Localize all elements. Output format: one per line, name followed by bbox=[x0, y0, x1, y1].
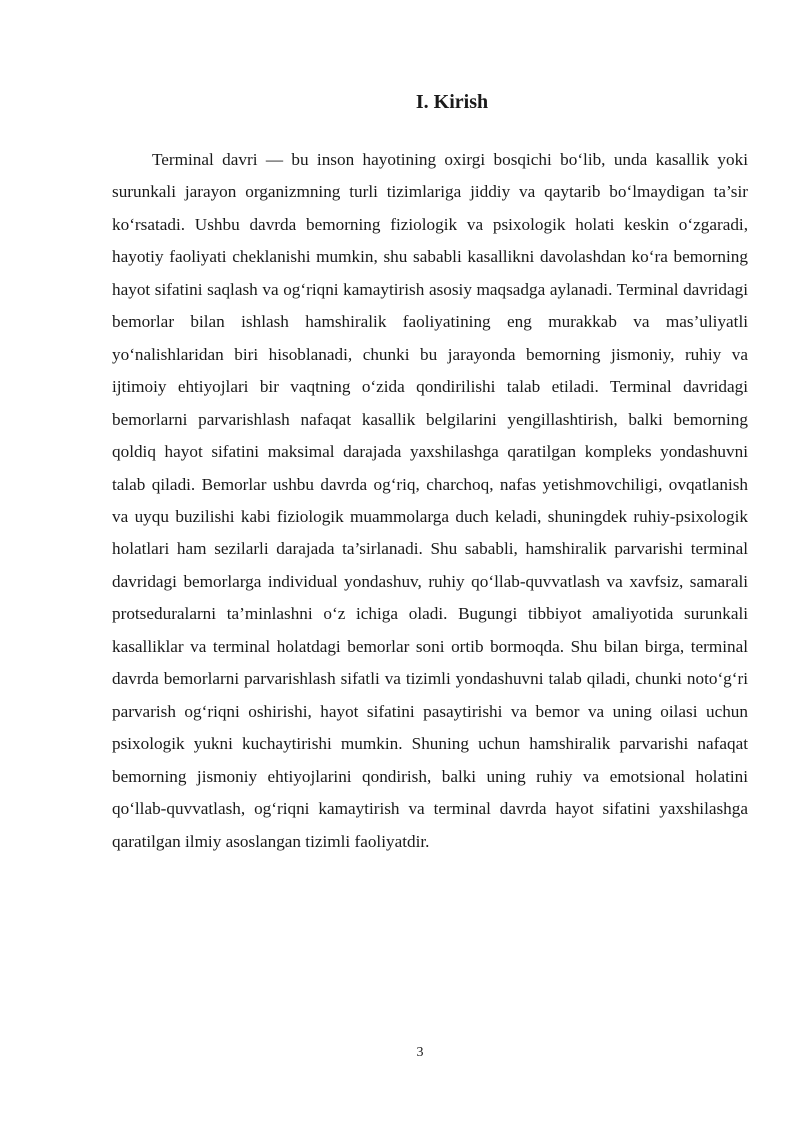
page-number: 3 bbox=[416, 1045, 424, 1060]
section-heading: I. Kirish bbox=[415, 91, 489, 114]
body-paragraph: Terminal davri — bu inson hayotining oxirgi bosqichi bo‘lib, unda kasallik yoki surunkali jarayon organizmning turli tizimlariga jiddiy va qaytarib bo‘lmaydigan ta’sir ko‘rsatadi. Ushbu davrda bemorning fiziologik va psixologik holati keskin o‘zgaradi, hayotiy faoliyati cheklanishi mumkin, shu sababli kasallikni davolashdan ko‘ra bemorning hayot sifatini saqlash va og‘riqni kamaytirish asosiy maqsadga aylanadi. Terminal davridagi bemorlar bilan ishlash hamshiralik faoliyatining eng murakkab va mas’uliyatli yo‘nalishlaridan biri hisoblanadi, chunki bu jarayonda bemorning jismoniy, ruhiy va ijtimoiy ehtiyojlari bir vaqtning o‘zida qondirilishi talab etiladi. Terminal davridagi bemorlarni parvarishlash nafaqat kasallik belgilarini yengillashtirish, balki bemorning qoldiq hayot sifatini maksimal darajada yaxshilashga qaratilgan kompleks yondashuvni talab qiladi. Bemorlar ushbu davrda og‘riq, charchoq, nafas yetishmovchiligi, ovqatlanish va uyqu buzilishi kabi fiziologik muammolarga duch keladi, shuningdek ruhiy-psixologik holatlari ham sezilarli darajada ta’sirlanadi. Shu sababli, hamshiralik parvarishi terminal davridagi bemorlarga individual yondashuv, ruhiy qo‘llab-quvvatlash va xavfsiz, samarali protseduralarni ta’minlashni o‘z ichiga oladi. Bugungi tibbiyot amaliyotida surunkali kasalliklar va terminal holatdagi bemorlar soni ortib bormoqda. Shu bilan birga, terminal davrda bemorlarni parvarishlash sifatli va tizimli yondashuvni talab qiladi, chunki noto‘g‘ri parvarish og‘riqni oshirishi, hayot sifatini pasaytirishi va bemor va uning oilasi uchun psixologik yukni kuchaytirishi mumkin. Shuning uchun hamshiralik parvarishi nafaqat bemorning jismoniy ehtiyojlarini qondirish, balki uning ruhiy va emotsional holatini qo‘llab-quvvatlash, og‘riqni kamaytirish va terminal davrda hayot sifatini yaxshilashga qaratilgan ilmiy asoslangan tizimli faoliyatdir. bbox=[112, 150, 748, 851]
